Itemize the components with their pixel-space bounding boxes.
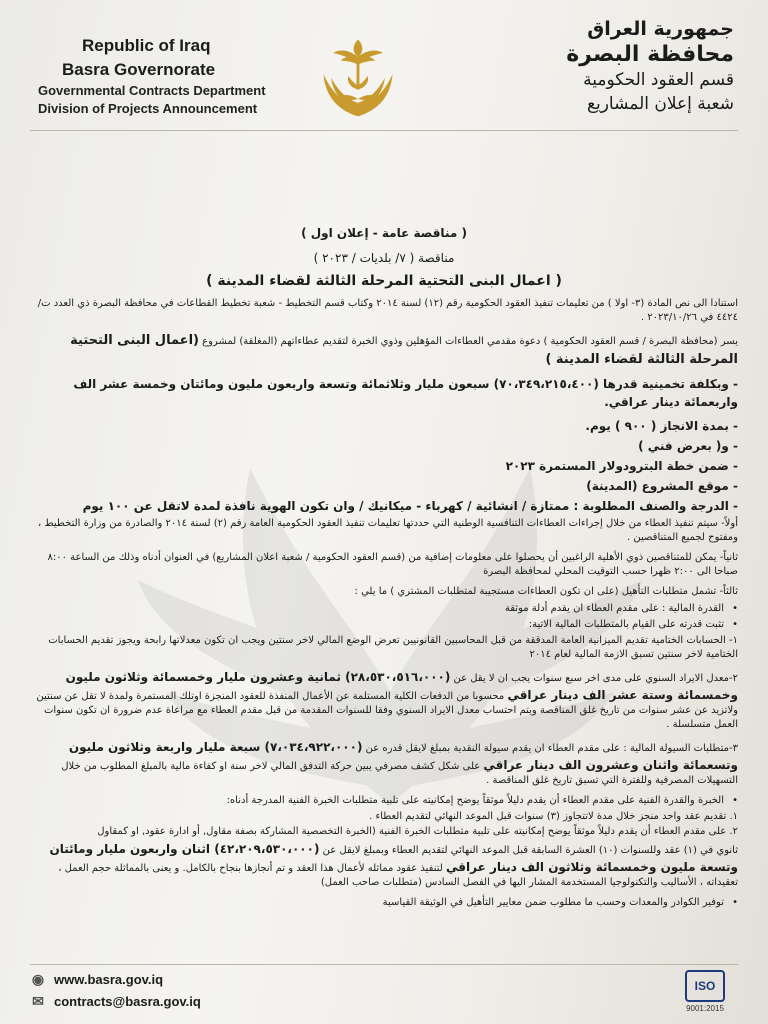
- invitation-paragraph: [30, 331, 738, 369]
- website-line: [30, 968, 738, 990]
- estimated-cost: - وبكلفة تخمينية قدرها (٧٠،٣٤٩،٢١٥،٤٠٠) سبعون مليار وثلاثمائة وتسعة واربعون مليون ومائتان وخمسة عشر الف واربعمائة دينار عراقي.: [73, 377, 738, 409]
- specialized-experience-text: ثانوي في (١) عقد وللسنوات (١٠) العشرة السابقة قبل الموعد النهائي لتقديم العطاء وبمبلغ لايقل عن: [322, 845, 738, 856]
- annual-revenue-requirement: [30, 668, 738, 732]
- project-title: ( اعمال البنى التحتية المرحلة الثالثة لقضاء المدينة ): [206, 273, 562, 289]
- technical-capability: • الخبرة والقدرة الفنية على مقدم العطاء أن يقدم دليلاً موثقاً يوضح إمكانيته على تلبية متطلبات الخبرة الفنية المدرجة أدناه:: [30, 794, 738, 808]
- governorate-name-en: Basra Governorate: [62, 60, 216, 79]
- globe-icon: ◉: [31, 971, 45, 987]
- technical-offer: - و( بعرض فني ): [638, 439, 738, 453]
- final-accounts-requirement: ١- الحسابات الختامية تقديم الميزانية العامة المدققة من قبل المحاسبين القانونيين تعرض الوضع المالي لاخر سنتين ويجب ان تكون معدلاتها رابحة ويجوز تقديم الحسابات الختامية لاخر سنتين تسبق الازمة المالية لعام ٢٠١٤: [48, 635, 738, 660]
- staff-equipment-requirement: • توفير الكوادر والمعدات وحسب ما مطلوب ضمن معايير التأهيل في الوثيقة القياسية: [30, 896, 738, 910]
- legal-basis-paragraph: استنادا الى نص المادة (٣- اولا ) من تعليمات تنفيذ العقود الحكومية رقم (١٢) لسنة ٢٠١٤ وكتاب قسم التخطيط - شعبة تخطيط القطاعات في محافظة البصرة ذي العدد ت/٤٤٢٤ في ٢٠٢٣/١٠/٢٦ .: [37, 298, 738, 323]
- email-line: [30, 990, 738, 1012]
- footer: [30, 962, 738, 1018]
- email-link[interactable]: contracts@basra.gov.iq: [54, 993, 201, 1009]
- specialized-experience: [30, 840, 738, 890]
- annual-revenue-details: محسوبا من الدفعات الكلية المستلمة عن الأعمال المنفذة للعقود المنجزة اوتلك المستمرة ولمدة لا تقل عن سنتين ولاتزيد عن عشر سنوات من تاريخ غلق المناقصة ويتم احتساب معدل الايراد السنوي وفقا للسنوات المقدمة من قبل مقدم العطاء مع مراعاة عدم ضرورة ان تكون سنوات العمل متسلسلة .: [36, 691, 738, 730]
- petrodollar-plan: - ضمن خطة البترودولار المستمرة ٢٠٢٣: [505, 459, 738, 473]
- governorate-name-ar: محافظة البصرة: [566, 42, 734, 67]
- basra-palm-logo-icon: [310, 28, 406, 124]
- tender-number: مناقصة ( ٧/ بلديات / ٢٠٢٣ ): [313, 251, 455, 265]
- technical-requirement-2: ٢. على مقدم العطاء أن يقدم دليلاً موثقاً يوضح إمكانيته على تلبية متطلبات الخبرة الفنية (الخبرة التخصصية المشاركة بصفة مقاول, أو ادارة عقود, او كمقاول: [97, 826, 738, 837]
- division-name-en: Division of Projects Announcement: [38, 101, 258, 116]
- liquidity-requirement: [30, 738, 738, 788]
- liquidity-text: ٣-متطلبات السيولة المالية : على مقدم العطاء ان يقدم سيولة النقدية بمبلغ لايقل قدره عن: [365, 743, 738, 754]
- invitation-text: يسر (محافظة البصرة / قسم العقود الحكومية ) دعوة مقدمي العطاءات المؤهلين وذوي الخبرة لتقديم عطاءاتهم (المغلقة) لمشروع: [202, 336, 738, 347]
- completion-duration: - بمدة الانجاز ( ٩٠٠ ) يوم.: [585, 419, 738, 433]
- specialized-experience-details: لتنفيذ عقود مماثله لأعمال هذا العقد و تم أنجازها بنجاح بالكامل. و يعنى بالمماثلة حجم العمل ، تعقيداته ، الأساليب والتكنولوجيا المستخدمة المشار اليها في الفصل السادس (متطلبات صاحب العمل): [58, 863, 738, 888]
- tender-type: ( مناقصة عامة - إعلان اول ): [301, 226, 467, 240]
- financial-requirements: • تثبت قدرته على القيام بالمتطلبات المالية الاتية:: [30, 618, 738, 632]
- liquidity-details: على شكل كشف مصرفي يبين حركة التدفق المالي لاخر سنة او كفاءة مالية بالمبلغ المطلوب من خلال التسهيلات المصرفية وللفترة التي تسبق تاريخ غلق المناقصة .: [61, 761, 738, 786]
- iso-label: ISO: [685, 970, 725, 1002]
- iso-certification-badge: [682, 970, 728, 1018]
- clause-third: ثالثاً- تشمل متطلبات التأهيل (على ان تكون العطاءات مستجيبة لمتطلبات المشتري ) ما يلي :: [354, 586, 738, 597]
- clause-first: أولاً- سيتم تنفيذ العطاء من خلال إجراءات العطاءات التنافسية الوطنية التي حددتها تعليمات تنفيذ العقود الحكومية العامة رقم (٢) لسنة ٢٠١٤ والصادرة من وزارة التخطيط ، ومفتوح لجميع المتناقصين .: [38, 518, 738, 543]
- envelope-icon: ✉: [32, 993, 44, 1009]
- financial-capability: • القدرة المالية : على مقدم العطاء ان يقدم أدلة موثقة: [30, 602, 738, 616]
- annual-revenue-text: ٢-معدل الايراد السنوي على مدى اخر سبع سنوات يجب ان لا يقل عن: [453, 673, 738, 684]
- website-link[interactable]: www.basra.gov.iq: [54, 971, 164, 987]
- country-name-en: Republic of Iraq: [82, 36, 211, 55]
- invitation-project-name: (اعمال البنى التحتية المرحلة الثالثة لقضاء المدينة ): [70, 333, 738, 367]
- clause-second: ثانياً- يمكن للمتناقصين ذوي الأهلية الراغبين أن يحصلوا على معلومات إضافية من (قسم العقود الحكومية / شعبة اعلان المشاريع) في العنوان أدناه وذلك من الساعة ٨:٠٠ صباحا الى ٢:٠٠ ظهرا حسب التوقيت المحلي لمحافظة البصرة: [47, 552, 738, 577]
- required-grade: - الدرجة والصنف المطلوبة : ممتازة / انشائية / كهرباء - ميكانيك / وان تكون الهوية نافذة لمدة لاتقل عن ١٠٠ يوم: [82, 499, 738, 513]
- header-arabic: [474, 16, 734, 116]
- iso-number: 9001:2015: [686, 1004, 724, 1013]
- country-name-ar: جمهورية العراق: [587, 18, 734, 40]
- header-english: [38, 34, 298, 118]
- liquidity-amount: (٧،٠٣٤،٩٢٢،٠٠٠) سبعة مليار واربعة وثلاثون مليون وتسعمائة واثنان وعشرون الف دينار عراقي: [68, 740, 738, 772]
- header-divider: [30, 130, 738, 131]
- annual-revenue-amount: (٢٨،٥٣٠،٥١٦،٠٠٠) ثمانية وعشرون مليار وخمسمائة وثلاثون مليون وخمسمائة وستة عشر الف دينار عراقي: [65, 670, 738, 702]
- technical-requirement-1: ١. تقديم عقد واحد منجز خلال مدة لاتتجاوز (٣) سنوات قبل الموعد النهائي لتقديم العطاء .: [369, 811, 738, 822]
- division-name-ar: شعبة إعلان المشاريع: [586, 94, 734, 114]
- project-location: - موقع المشروع (المدينة): [586, 479, 738, 493]
- specialized-experience-amount: (٤٢،٢٠٩،٥٣٠،٠٠٠) اثنان واربعون مليار ومائتان وتسعة مليون وخمسمائة وثلاثون الف دينار عراقي: [49, 842, 738, 874]
- announcement-body: [30, 226, 738, 912]
- department-name-ar: قسم العقود الحكومية: [583, 70, 734, 90]
- department-name-en: Governmental Contracts Department: [38, 83, 266, 98]
